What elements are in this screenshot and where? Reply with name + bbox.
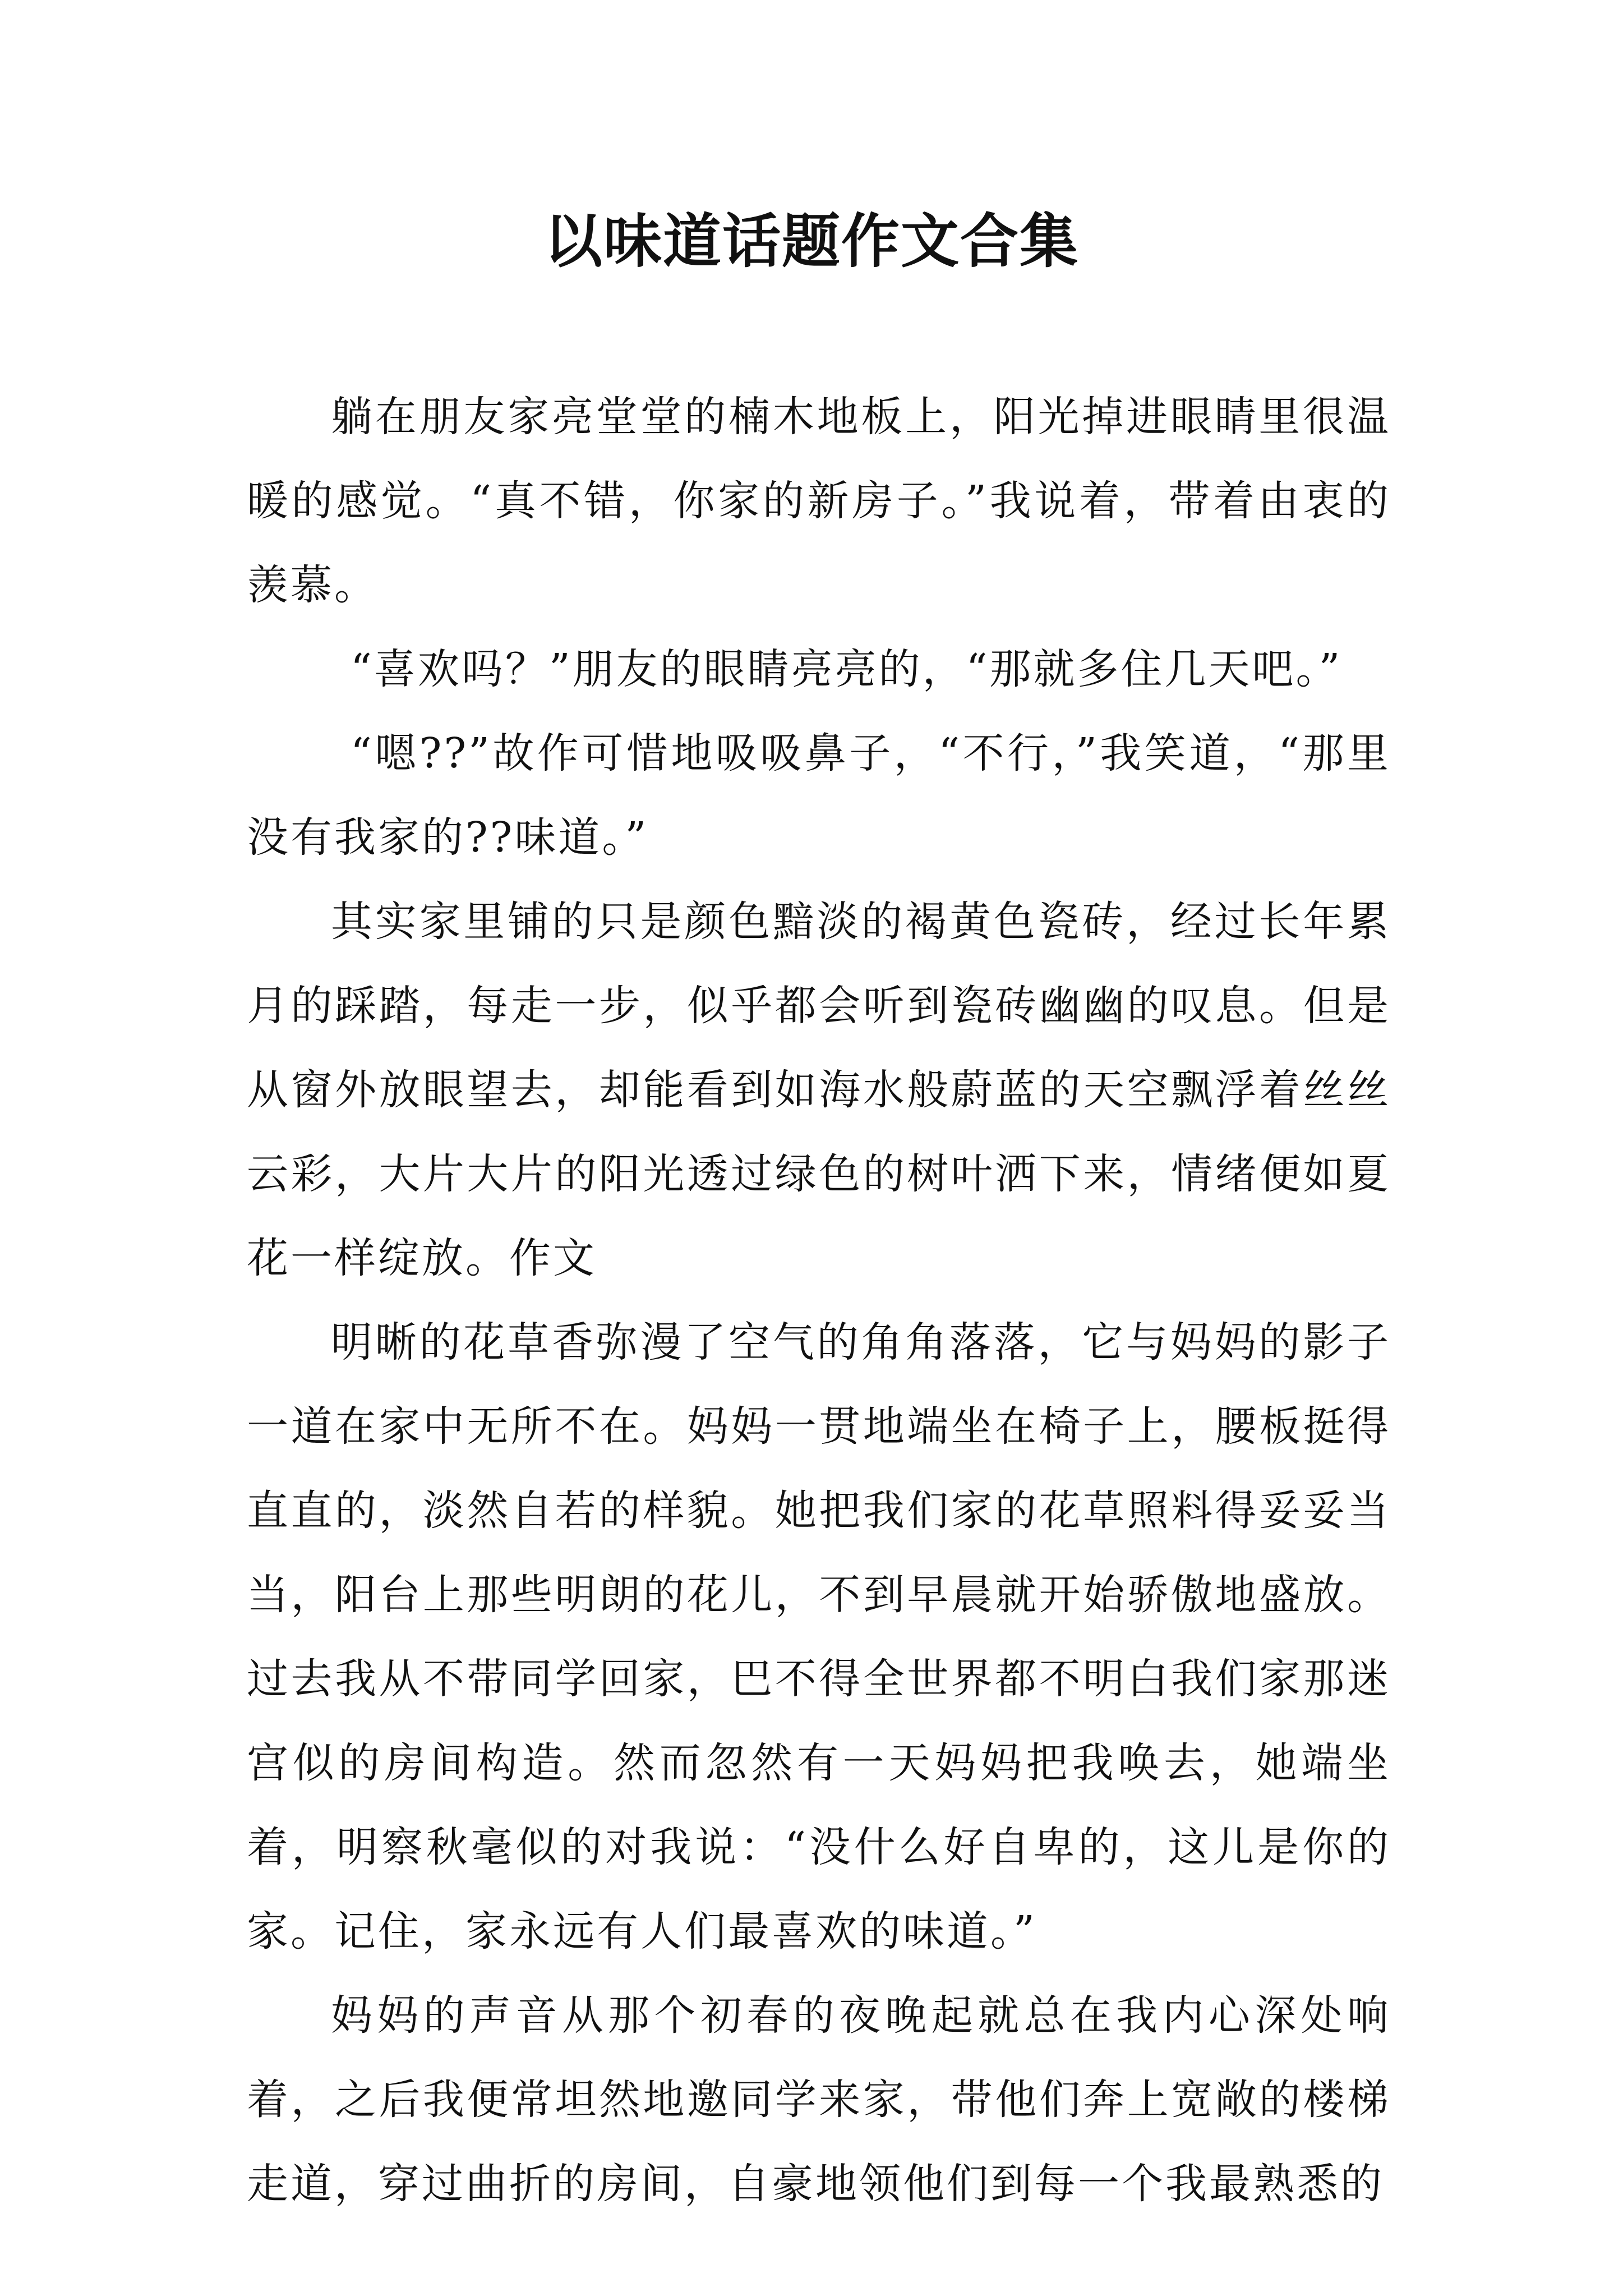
document-body: [247, 375, 1391, 2226]
paragraph-3: “嗯??”故作可惜地吸吸鼻子，“不行，”我笑道，“那里没有我家的??味道。”: [247, 729, 1391, 862]
paragraph-1: 躺在朋友家亮堂堂的楠木地板上，阳光掉进眼睛里很温暖的感觉。“真不错，你家的新房子。”我说着，带着由衷的羡慕。: [247, 393, 1391, 609]
paragraph-5: 明晰的花草香弥漫了空气的角角落落，它与妈妈的影子一道在家中无所不在。妈妈一贯地端坐在椅子上，腰板挺得直直的，淡然自若的样貌。她把我们家的花草照料得妥妥当当，阳台上那些明朗的花儿，不到早晨就开始骄傲地盛放。过去我从不带同学回家，巴不得全世界都不明白我们家那迷宫似的房间构造。然而忽然有一天妈妈把我唤去，她端坐着，明察秋毫似的对我说：“没什么好自卑的，这儿是你的家。记住，家永远有人们最喜欢的味道。”: [247, 1318, 1391, 1955]
paragraph-2: “喜欢吗？”朋友的眼睛亮亮的，“那就多住几天吧。”: [351, 645, 1343, 693]
paragraph-6: 妈妈的声音从那个初春的夜晚起就总在我内心深处响着，之后我便常坦然地邀同学来家，带他们奔上宽敞的楼梯走道，穿过曲折的房间，自豪地领他们到每一个我最熟悉的: [247, 1991, 1391, 2208]
document-title: 以味道话题作文合集: [543, 206, 1079, 275]
paragraph-4: 其实家里铺的只是颜色黯淡的褐黄色瓷砖，经过长年累月的踩踏，每走一步，似乎都会听到瓷砖幽幽的叹息。但是从窗外放眼望去，却能看到如海水般蔚蓝的天空飘浮着丝丝云彩，大片大片的阳光透过绿色的树叶洒下来，情绪便如夏花一样绽放。作文: [247, 898, 1391, 1282]
